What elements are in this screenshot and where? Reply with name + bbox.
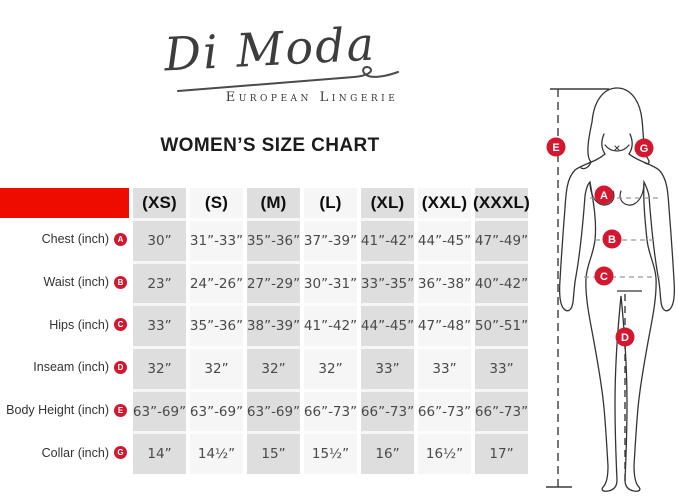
size-value-cell: 63”-69” bbox=[247, 389, 300, 432]
size-value-cell: 66”-73” bbox=[361, 389, 414, 432]
brand-logo: Di Moda bbox=[162, 16, 378, 82]
svg-text:C: C bbox=[600, 271, 608, 283]
size-value-cell: 15½” bbox=[304, 431, 357, 474]
figure-marker-collar bbox=[635, 139, 654, 158]
collar-right-curve bbox=[629, 134, 632, 154]
brand-tagline: European Lingerie bbox=[225, 90, 399, 105]
size-value-cell: 33” bbox=[133, 303, 186, 346]
bust-right-curve bbox=[620, 184, 644, 205]
row-marker-badge: G bbox=[114, 446, 127, 459]
size-value-cell: 33” bbox=[361, 346, 414, 389]
size-value-cell: 16” bbox=[361, 431, 414, 474]
row-label bbox=[0, 261, 129, 304]
size-value-cell: 38”-39” bbox=[247, 303, 300, 346]
row-label-text: Inseam (inch) bbox=[33, 360, 109, 375]
size-value-cell: 33” bbox=[418, 346, 471, 389]
figure-marker-waist bbox=[603, 230, 622, 249]
size-value-cell: 63”-69” bbox=[133, 389, 186, 432]
row-label-text: Body Height (inch) bbox=[6, 403, 109, 418]
table-corner-red-block bbox=[0, 188, 129, 218]
measurement-figure bbox=[538, 58, 678, 496]
size-value-cell: 41”-42” bbox=[304, 303, 357, 346]
size-value-cell: 30”-31” bbox=[304, 261, 357, 304]
size-value-cell: 33” bbox=[475, 346, 528, 389]
size-value-cell: 17” bbox=[475, 431, 528, 474]
size-value-cell: 41”-42” bbox=[361, 218, 414, 261]
row-label bbox=[0, 303, 129, 346]
size-column-header: (S) bbox=[190, 188, 243, 218]
figure-marker-inseam bbox=[616, 328, 635, 347]
size-value-cell: 63”-69” bbox=[190, 389, 243, 432]
body-outline bbox=[560, 154, 675, 491]
figure-marker-hips bbox=[595, 267, 614, 286]
collar-left-curve bbox=[602, 134, 605, 154]
size-value-cell: 32” bbox=[247, 346, 300, 389]
row-label-text: Hips (inch) bbox=[49, 317, 109, 332]
size-value-cell: 37”-39” bbox=[304, 218, 357, 261]
size-value-cell: 32” bbox=[133, 346, 186, 389]
size-column-header: (L) bbox=[304, 188, 357, 218]
row-marker-badge: A bbox=[114, 233, 127, 246]
size-chart-table bbox=[0, 188, 528, 474]
size-value-cell: 40”-42” bbox=[475, 261, 528, 304]
size-column-header: (XXXL) bbox=[475, 188, 528, 218]
svg-text:E: E bbox=[552, 142, 560, 154]
row-label-text: Collar (inch) bbox=[41, 445, 109, 460]
size-value-cell: 14½” bbox=[190, 431, 243, 474]
size-column-header: (XXL) bbox=[418, 188, 471, 218]
svg-text:D: D bbox=[621, 332, 629, 344]
size-value-cell: 47”-49” bbox=[475, 218, 528, 261]
size-value-cell: 66”-73” bbox=[304, 389, 357, 432]
size-value-cell: 31”-33” bbox=[190, 218, 243, 261]
row-marker-badge: C bbox=[114, 318, 127, 331]
size-value-cell: 23” bbox=[133, 261, 186, 304]
size-value-cell: 14” bbox=[133, 431, 186, 474]
page-title: WOMEN’S SIZE CHART bbox=[160, 135, 380, 156]
size-column-header: (M) bbox=[247, 188, 300, 218]
size-column-header: (XS) bbox=[133, 188, 186, 218]
svg-text:A: A bbox=[600, 190, 608, 202]
row-marker-badge: E bbox=[114, 404, 127, 417]
row-marker-badge: B bbox=[114, 276, 127, 289]
row-label-text: Waist (inch) bbox=[43, 275, 109, 290]
size-value-cell: 66”-73” bbox=[475, 389, 528, 432]
figure-marker-height bbox=[547, 138, 566, 157]
svg-text:B: B bbox=[608, 234, 616, 246]
size-value-cell: 35”-36” bbox=[190, 303, 243, 346]
size-value-cell: 33”-35” bbox=[361, 261, 414, 304]
size-value-cell: 44”-45” bbox=[418, 218, 471, 261]
collar-center-mark bbox=[615, 146, 619, 150]
size-value-cell: 32” bbox=[190, 346, 243, 389]
size-value-cell: 50”-51” bbox=[475, 303, 528, 346]
size-value-cell: 24”-26” bbox=[190, 261, 243, 304]
size-value-cell: 27”-29” bbox=[247, 261, 300, 304]
size-value-cell: 30” bbox=[133, 218, 186, 261]
flourish-stroke bbox=[178, 67, 398, 91]
row-label bbox=[0, 218, 129, 261]
size-value-cell: 15” bbox=[247, 431, 300, 474]
size-value-cell: 47”-48” bbox=[418, 303, 471, 346]
size-value-cell: 32” bbox=[304, 346, 357, 389]
size-value-cell: 35”-36” bbox=[247, 218, 300, 261]
svg-text:G: G bbox=[639, 143, 649, 155]
figure-marker-chest bbox=[595, 186, 614, 205]
size-value-cell: 66”-73” bbox=[418, 389, 471, 432]
size-column-header: (XL) bbox=[361, 188, 414, 218]
row-label bbox=[0, 346, 129, 389]
row-label bbox=[0, 389, 129, 432]
row-marker-badge: D bbox=[114, 361, 127, 374]
size-value-cell: 16½” bbox=[418, 431, 471, 474]
size-value-cell: 44”-45” bbox=[361, 303, 414, 346]
row-label bbox=[0, 431, 129, 474]
row-label-text: Chest (inch) bbox=[41, 232, 109, 247]
size-value-cell: 36”-38” bbox=[418, 261, 471, 304]
